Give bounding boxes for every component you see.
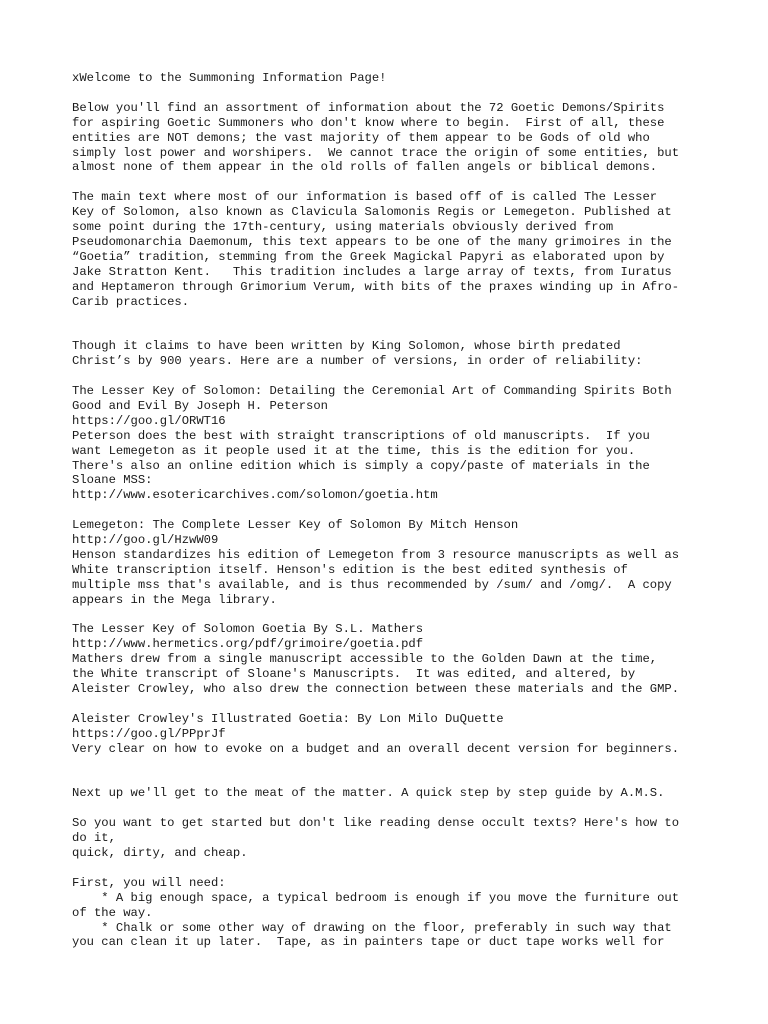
claims-paragraph: Though it claims to have been written by King Solomon, whose birth predated Christ’s by 900 years. Here are a number of versions, in order of reliability: bbox=[72, 339, 643, 369]
requirements-list: First, you will need: * A big enough space, a typical bedroom is enough if you move the furniture out of the way. * Chalk or some other way of drawing on the floor, preferably in such way that you can clean it up later. Tape, as in painters tape or duct tape works well for bbox=[72, 875, 680, 950]
version-entry-peterson: The Lesser Key of Solomon: Detailing the Ceremonial Art of Commanding Spirits Both Good and Evil By Joseph H. Peterson https://goo.gl/ORWT16 Peterson does the best with straight transcriptions of old manuscripts. If you want Lemegeton as it people used it at the time, this is the edition for you. There's also an online edition which is simply a copy/paste of materials in the Sloane MSS: http://www.esotericarchives.com/solomon/goetia.htm bbox=[72, 383, 672, 503]
main-text-paragraph: The main text where most of our information is based off of is called The Lesser Key of Solomon, also known as Clavicula Salomonis Regis or Lemegeton. Published at some point during the 17th-century, using materials obviously derived from Pseudomonarchia Daemonum, this text appears to be one of the many grimoires in the “Goetia” tradition, stemming from the Greek Magickal Papyri as elaborated upon by Jake Stratton Kent. This tradition includes a large array of texts, from Iuratus and Heptameron through Grimorium Verum, with bits of the praxes winding up in Afro- Carib practices. bbox=[72, 190, 680, 309]
version-entry-henson: Lemegeton: The Complete Lesser Key of Solomon By Mitch Henson http://goo.gl/HzwW09 Henson standardizes his edition of Lemegeton from 3 resource manuscripts as well as White transcription itself. Henson's edition is the best edited synthesis of multiple mss that's available, and is thus recommended by /sum/ and /omg/. A copy appears in the Mega library. bbox=[72, 518, 680, 607]
version-entry-duquette: Aleister Crowley's Illustrated Goetia: By Lon Milo DuQuette https://goo.gl/PPprJf Very clear on how to evoke on a budget and an overall decent version for beginners. bbox=[72, 711, 680, 756]
intro-paragraph: Below you'll find an assortment of information about the 72 Goetic Demons/Spirits for aspiring Goetic Summoners who don't know where to begin. First of all, these entities are NOT demons; the vast majority of them appear to be Gods of old who simply lost power and worshipers. We cannot trace the origin of some entities, but almost none of them appear in the old rolls of fallen angels or biblical demons. bbox=[72, 100, 680, 175]
getting-started-paragraph: So you want to get started but don't like reading dense occult texts? Here's how to do it, quick, dirty, and cheap. bbox=[72, 816, 680, 860]
version-entry-mathers: The Lesser Key of Solomon Goetia By S.L. Mathers http://www.hermetics.org/pdf/grimoire/goetia.pdf Mathers drew from a single manuscript accessible to the Golden Dawn at the time, the White transcript of Sloane's Manuscripts. It was edited, and altered, by Aleister Crowley, who also drew the connection between these materials and the GMP. bbox=[72, 622, 680, 697]
document-body bbox=[72, 71, 732, 950]
next-up-paragraph: Next up we'll get to the meat of the matter. A quick step by step guide by A.M.S. bbox=[72, 786, 665, 801]
welcome-line: xWelcome to the Summoning Information Page! bbox=[72, 71, 387, 85]
